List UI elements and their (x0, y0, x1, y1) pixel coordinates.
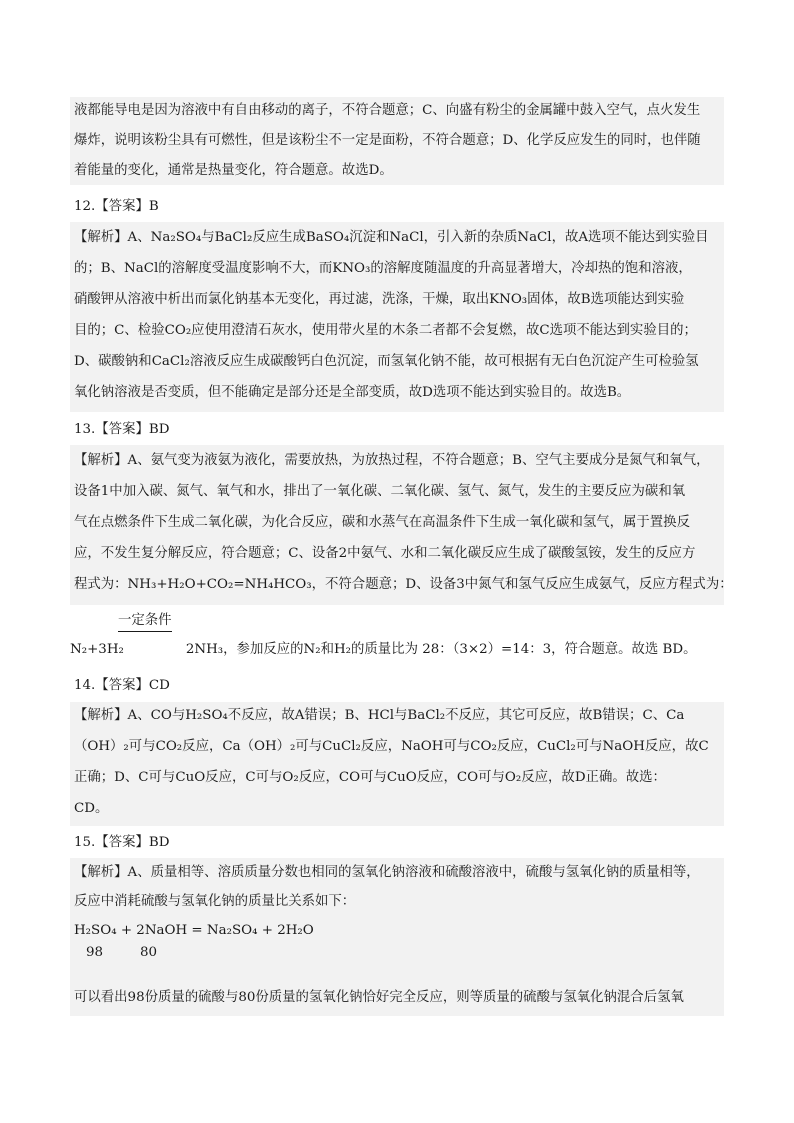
reaction-condition: 一定条件 (118, 612, 172, 632)
text-line: 目的；C、检验CO₂应使用澄清石灰水，使用带火星的木条二者都不会复燃，故C选项不能达到实验目的； (74, 323, 697, 338)
text-line: 【解析】A、氨气变为液氨为液化，需要放热，为放热过程，不符合题意；B、空气主要成分是氮气和氧气， (74, 453, 710, 468)
q13-explanation-block (70, 445, 733, 605)
q15-answer-heading: 15.【答案】BD (74, 835, 170, 850)
text-line: 应，不发生复分解反应，符合题意；C、设备2中氨气、水和二氧化碳反应生成了碳酸氢铵，发生的反应方 (74, 546, 696, 561)
molar-mass-sulfuric-acid: 98 (86, 945, 104, 960)
text-line: 【解析】A、CO与H₂SO₄不反应，故A错误；B、HCl与BaCl₂不反应，其它可反应，故B错误；C、Ca (74, 708, 685, 723)
text-line: 程式为：NH₃+H₂O+CO₂=NH₄HCO₃，不符合题意；D、设备3中氮气和氢气反应生成氨气，反应方程式为： (74, 577, 733, 592)
text-line: 反应中消耗硫酸与氢氧化钠的质量比关系如下： (74, 894, 356, 909)
text-line: 正确；D、C可与CuO反应，C可与O₂反应，CO可与CuO反应，CO可与O₂反应，故D正确。故选： (74, 770, 666, 785)
text-line: 【解析】A、质量相等、溶质质量分数也相同的氢氧化钠溶液和硫酸溶液中，硫酸与氢氧化钠的质量相等， (74, 865, 700, 880)
q12-explanation-block (70, 222, 724, 412)
text-line: （OH）₂可与CO₂反应，Ca（OH）₂可与CuCl₂反应，NaOH可与CO₂反应，CuCl₂可与NaOH反应，故C (74, 739, 709, 754)
equation-reactants: N₂+3H₂ (70, 642, 124, 657)
text-line: CD。 (74, 801, 109, 816)
q11-explanation-block (70, 97, 724, 185)
text-line: 气在点燃条件下生成二氧化碳，为化合反应，碳和水蒸气在高温条件下生成一氧化碳和氢气，属于置换反 (74, 515, 690, 530)
text-line: 着能量的变化，通常是热量变化，符合题意。故选D。 (74, 163, 393, 178)
molar-mass-sodium-hydroxide: 80 (140, 945, 158, 960)
q12-answer-heading: 12.【答案】B (74, 199, 159, 214)
q15-explanation-block (70, 858, 724, 1016)
text-line: 设备1中加入碳、氮气、氧气和水，排出了一氧化碳、二氧化碳、氢气、氮气，发生的主要反应为碳和氧 (74, 484, 686, 499)
q14-answer-heading: 14.【答案】CD (74, 678, 170, 693)
q14-explanation-block (70, 702, 724, 826)
text-line: 的；B、NaCl的溶解度受温度影响不大，而KNO₃的溶解度随温度的升高显著增大，冷却热的饱和溶液， (74, 261, 692, 276)
equation-line (70, 640, 697, 660)
equation-products: 2NH₃，参加反应的N₂和H₂的质量比为 28：（3×2）=14：3，符合题意。故选 BD。 (185, 642, 697, 657)
text-line: 氧化钠溶液是否变质，但不能确定是部分还是全部变质，故D选项不能达到实验目的。故选B。 (74, 385, 631, 400)
text-line: 液都能导电是因为溶液中有自由移动的离子，不符合题意；C、向盛有粉尘的金属罐中鼓入空气，点火发生 (74, 103, 701, 118)
q13-answer-heading: 13.【答案】BD (74, 422, 170, 437)
neutralization-equation: H₂SO₄ + 2NaOH = Na₂SO₄ + 2H₂O (74, 923, 314, 938)
text-line: 可以看出98份质量的硫酸与80份质量的氢氧化钠恰好完全反应，则等质量的硫酸与氢氧化钠混合后氢氧 (74, 990, 684, 1005)
text-line: D、碳酸钠和CaCl₂溶液反应生成碳酸钙白色沉淀，而氢氧化钠不能，故可根据有无白色沉淀产生可检验氢 (74, 354, 699, 369)
text-line: 爆炸，说明该粉尘具有可燃性，但是该粉尘不一定是面粉，不符合题意；D、化学反应发生的同时，也伴随 (74, 133, 701, 148)
text-line: 硝酸钾从溶液中析出而氯化钠基本无变化，再过滤，洗涤，干燥，取出KNO₃固体，故B选项能达到实验 (74, 292, 685, 307)
text-line: 【解析】A、Na₂SO₄与BaCl₂反应生成BaSO₄沉淀和NaCl，引入新的杂质NaCl，故A选项不能达到实验目 (74, 230, 709, 245)
